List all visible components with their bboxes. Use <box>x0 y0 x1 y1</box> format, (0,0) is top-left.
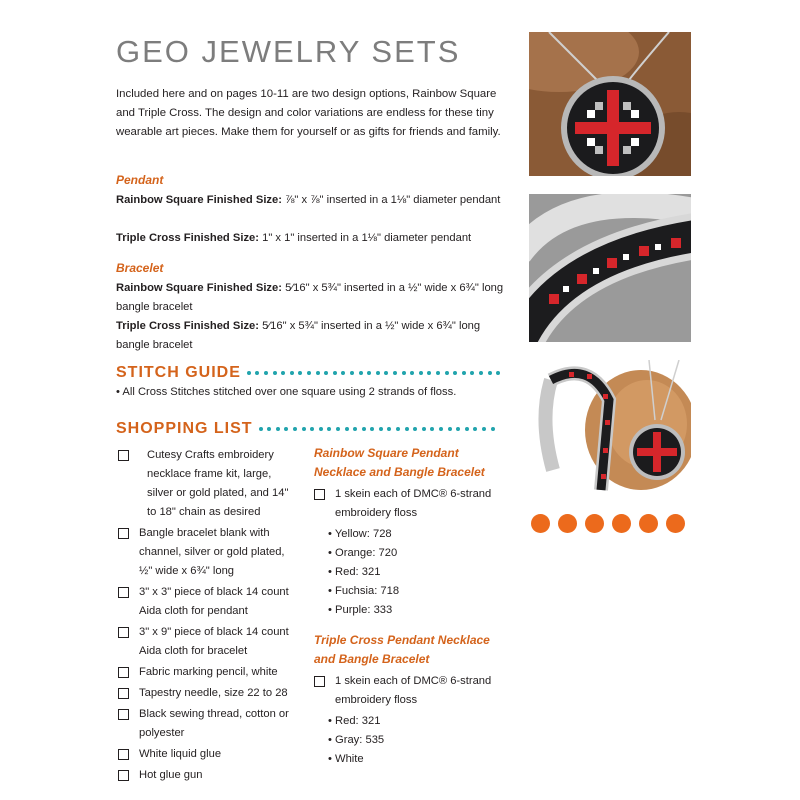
rainbow-set-heading: Rainbow Square Pendant Necklace and Bangle Bracelet <box>314 446 485 479</box>
floss-color: • Purple: 333 <box>328 604 393 616</box>
teal-dot <box>479 371 483 375</box>
teal-dot <box>470 371 474 375</box>
list-item-text: Bangle bracelet blank with channel, silver or gold plated, ½" wide x 6¾" long <box>139 527 285 577</box>
stitch-guide-heading: STITCH GUIDE <box>116 364 241 381</box>
teal-dot <box>422 427 426 431</box>
jewelry-set-photo <box>529 360 691 504</box>
teal-dot <box>362 427 366 431</box>
list-item-text: Fabric marking pencil, white <box>139 666 278 678</box>
checkbox-icon[interactable] <box>118 770 129 781</box>
list-item <box>118 745 298 764</box>
bracelet-rainbow-value: 5⁄16" x 5¾" inserted in a ½" wide x 6¾" long bangle bracelet <box>116 282 504 313</box>
teal-dot <box>413 427 417 431</box>
teal-dot <box>439 427 443 431</box>
shopping-list-header <box>116 420 495 438</box>
pendant-triple-label: Triple Cross Finished Size: <box>116 232 259 244</box>
teal-dot <box>359 371 363 375</box>
checkbox-icon[interactable] <box>314 489 325 500</box>
teal-dot <box>387 427 391 431</box>
teal-dot <box>324 371 328 375</box>
intro-paragraph: Included here and on pages 10-11 are two design options, Rainbow Square and Triple Cross. The design and color variations are endless for these tiny wearable art pieces. Make them for yourself or as gifts for friends and family. <box>116 88 501 138</box>
teal-dot <box>341 371 345 375</box>
teal-dot <box>319 427 323 431</box>
shopping-list-column <box>118 446 298 787</box>
list-item-text: Cutesy Crafts embroidery necklace frame kit, large, silver or gold plated, and 14" to 18" chain as desired <box>147 449 289 518</box>
list-item <box>118 705 298 743</box>
teal-dot <box>316 371 320 375</box>
teal-dot <box>456 427 460 431</box>
teal-dot <box>462 371 466 375</box>
floss-color: • Orange: 720 <box>328 547 398 559</box>
list-item <box>118 583 298 621</box>
teal-dot <box>379 427 383 431</box>
floss-color: • Yellow: 728 <box>328 528 392 540</box>
list-item-text: 3" x 9" piece of black 14 count Aida cloth for bracelet <box>139 626 289 657</box>
teal-dot <box>267 427 271 431</box>
pendant-triple-value: 1" x 1" inserted in a 1⅛" diameter pendant <box>258 232 472 244</box>
floss-color: • Gray: 535 <box>328 734 385 746</box>
teal-dot <box>310 427 314 431</box>
pendant-rainbow-label: Rainbow Square Finished Size: <box>116 194 282 206</box>
list-item <box>118 663 298 682</box>
orange-dot <box>585 514 604 533</box>
pendant-rainbow-size <box>116 191 506 210</box>
teal-dot <box>496 371 500 375</box>
teal-dot <box>410 371 414 375</box>
checkbox-icon[interactable] <box>118 627 129 638</box>
teal-dot <box>333 371 337 375</box>
list-item-text: 1 skein each of DMC® 6-strand embroidery floss <box>335 488 492 519</box>
teal-dot <box>393 371 397 375</box>
teal-dot <box>376 371 380 375</box>
teal-dot <box>445 371 449 375</box>
teal-dot <box>405 427 409 431</box>
teal-dot <box>427 371 431 375</box>
teal-dot <box>298 371 302 375</box>
bracelet-rainbow-size <box>116 279 506 317</box>
teal-dot <box>384 371 388 375</box>
teal-dot <box>402 371 406 375</box>
teal-dot <box>247 371 251 375</box>
checkbox-icon[interactable] <box>118 587 129 598</box>
teal-dot <box>473 427 477 431</box>
checkbox-icon[interactable] <box>118 749 129 760</box>
bracelet-rainbow-label: Rainbow Square Finished Size: <box>116 282 282 294</box>
list-item <box>314 672 504 710</box>
teal-dot <box>488 371 492 375</box>
teal-dot <box>367 371 371 375</box>
teal-dot <box>370 427 374 431</box>
list-item-text: Hot glue gun <box>139 769 203 781</box>
bracelet-triple-label: Triple Cross Finished Size: <box>116 320 259 332</box>
teal-dot <box>259 427 263 431</box>
teal-dot <box>276 427 280 431</box>
orange-dot <box>612 514 631 533</box>
orange-dot <box>558 514 577 533</box>
teal-dot <box>290 371 294 375</box>
checkbox-icon[interactable] <box>118 667 129 678</box>
floss-color: • Red: 321 <box>328 715 381 727</box>
list-item-text: 1 skein each of DMC® 6-strand embroidery floss <box>335 675 492 706</box>
teal-dot <box>307 371 311 375</box>
teal-dot <box>264 371 268 375</box>
list-item <box>118 446 298 522</box>
orange-dot <box>666 514 685 533</box>
stitch-guide-header <box>116 364 500 382</box>
teal-dot <box>281 371 285 375</box>
orange-dot <box>531 514 550 533</box>
list-item <box>118 524 298 581</box>
bracelet-triple-value: 5⁄16" x 5¾" inserted in a ½" wide x 6¾" long bangle bracelet <box>116 320 481 351</box>
teal-dot <box>302 427 306 431</box>
checkbox-icon[interactable] <box>118 709 129 720</box>
bracelet-triple-size <box>116 317 506 355</box>
orange-dot <box>639 514 658 533</box>
list-item-text: 3" x 3" piece of black 14 count Aida cloth for pendant <box>139 586 289 617</box>
list-item-text: Black sewing thread, cotton or polyester <box>139 708 289 739</box>
teal-dot <box>482 427 486 431</box>
teal-dot <box>465 427 469 431</box>
list-item <box>118 766 298 785</box>
teal-dot <box>345 427 349 431</box>
teal-dot <box>448 427 452 431</box>
teal-dots-divider <box>247 371 500 375</box>
teal-dot <box>453 371 457 375</box>
teal-dots-divider <box>259 427 495 431</box>
floss-column <box>314 444 504 769</box>
pendant-triple-size <box>116 229 506 248</box>
teal-dot <box>419 371 423 375</box>
list-item-text: White liquid glue <box>139 748 222 760</box>
bracelet-heading: Bracelet <box>116 261 164 275</box>
orange-dots-decoration <box>531 514 685 533</box>
page-title: GEO JEWELRY SETS <box>116 34 461 69</box>
teal-dot <box>353 427 357 431</box>
teal-dot <box>293 427 297 431</box>
pendant-heading: Pendant <box>116 173 164 187</box>
checkbox-icon[interactable] <box>118 450 129 461</box>
triple-set-heading: Triple Cross Pendant Necklace and Bangle Bracelet <box>314 633 490 666</box>
teal-dot <box>396 427 400 431</box>
list-item-text: Tapestry needle, size 22 to 28 <box>139 687 288 699</box>
teal-dot <box>350 371 354 375</box>
list-item <box>314 485 504 523</box>
teal-dot <box>255 371 259 375</box>
floss-color: • White <box>328 753 364 765</box>
floss-color: • Red: 321 <box>328 566 381 578</box>
pendant-photo <box>529 32 691 176</box>
stitch-guide-text: • All Cross Stitches stitched over one square using 2 strands of floss. <box>116 386 457 398</box>
teal-dot <box>284 427 288 431</box>
bracelet-photo <box>529 194 691 342</box>
checkbox-icon[interactable] <box>118 688 129 699</box>
list-item <box>118 684 298 703</box>
shopping-list-heading: SHOPPING LIST <box>116 420 253 437</box>
teal-dot <box>436 371 440 375</box>
pendant-rainbow-value: ⅞" x ⅞" inserted in a 1⅛" diameter pendant <box>281 194 501 206</box>
checkbox-icon[interactable] <box>118 528 129 539</box>
teal-dot <box>491 427 495 431</box>
floss-color: • Fuchsia: 718 <box>328 585 400 597</box>
teal-dot <box>430 427 434 431</box>
teal-dot <box>327 427 331 431</box>
list-item <box>118 623 298 661</box>
checkbox-icon[interactable] <box>314 676 325 687</box>
teal-dot <box>336 427 340 431</box>
teal-dot <box>273 371 277 375</box>
